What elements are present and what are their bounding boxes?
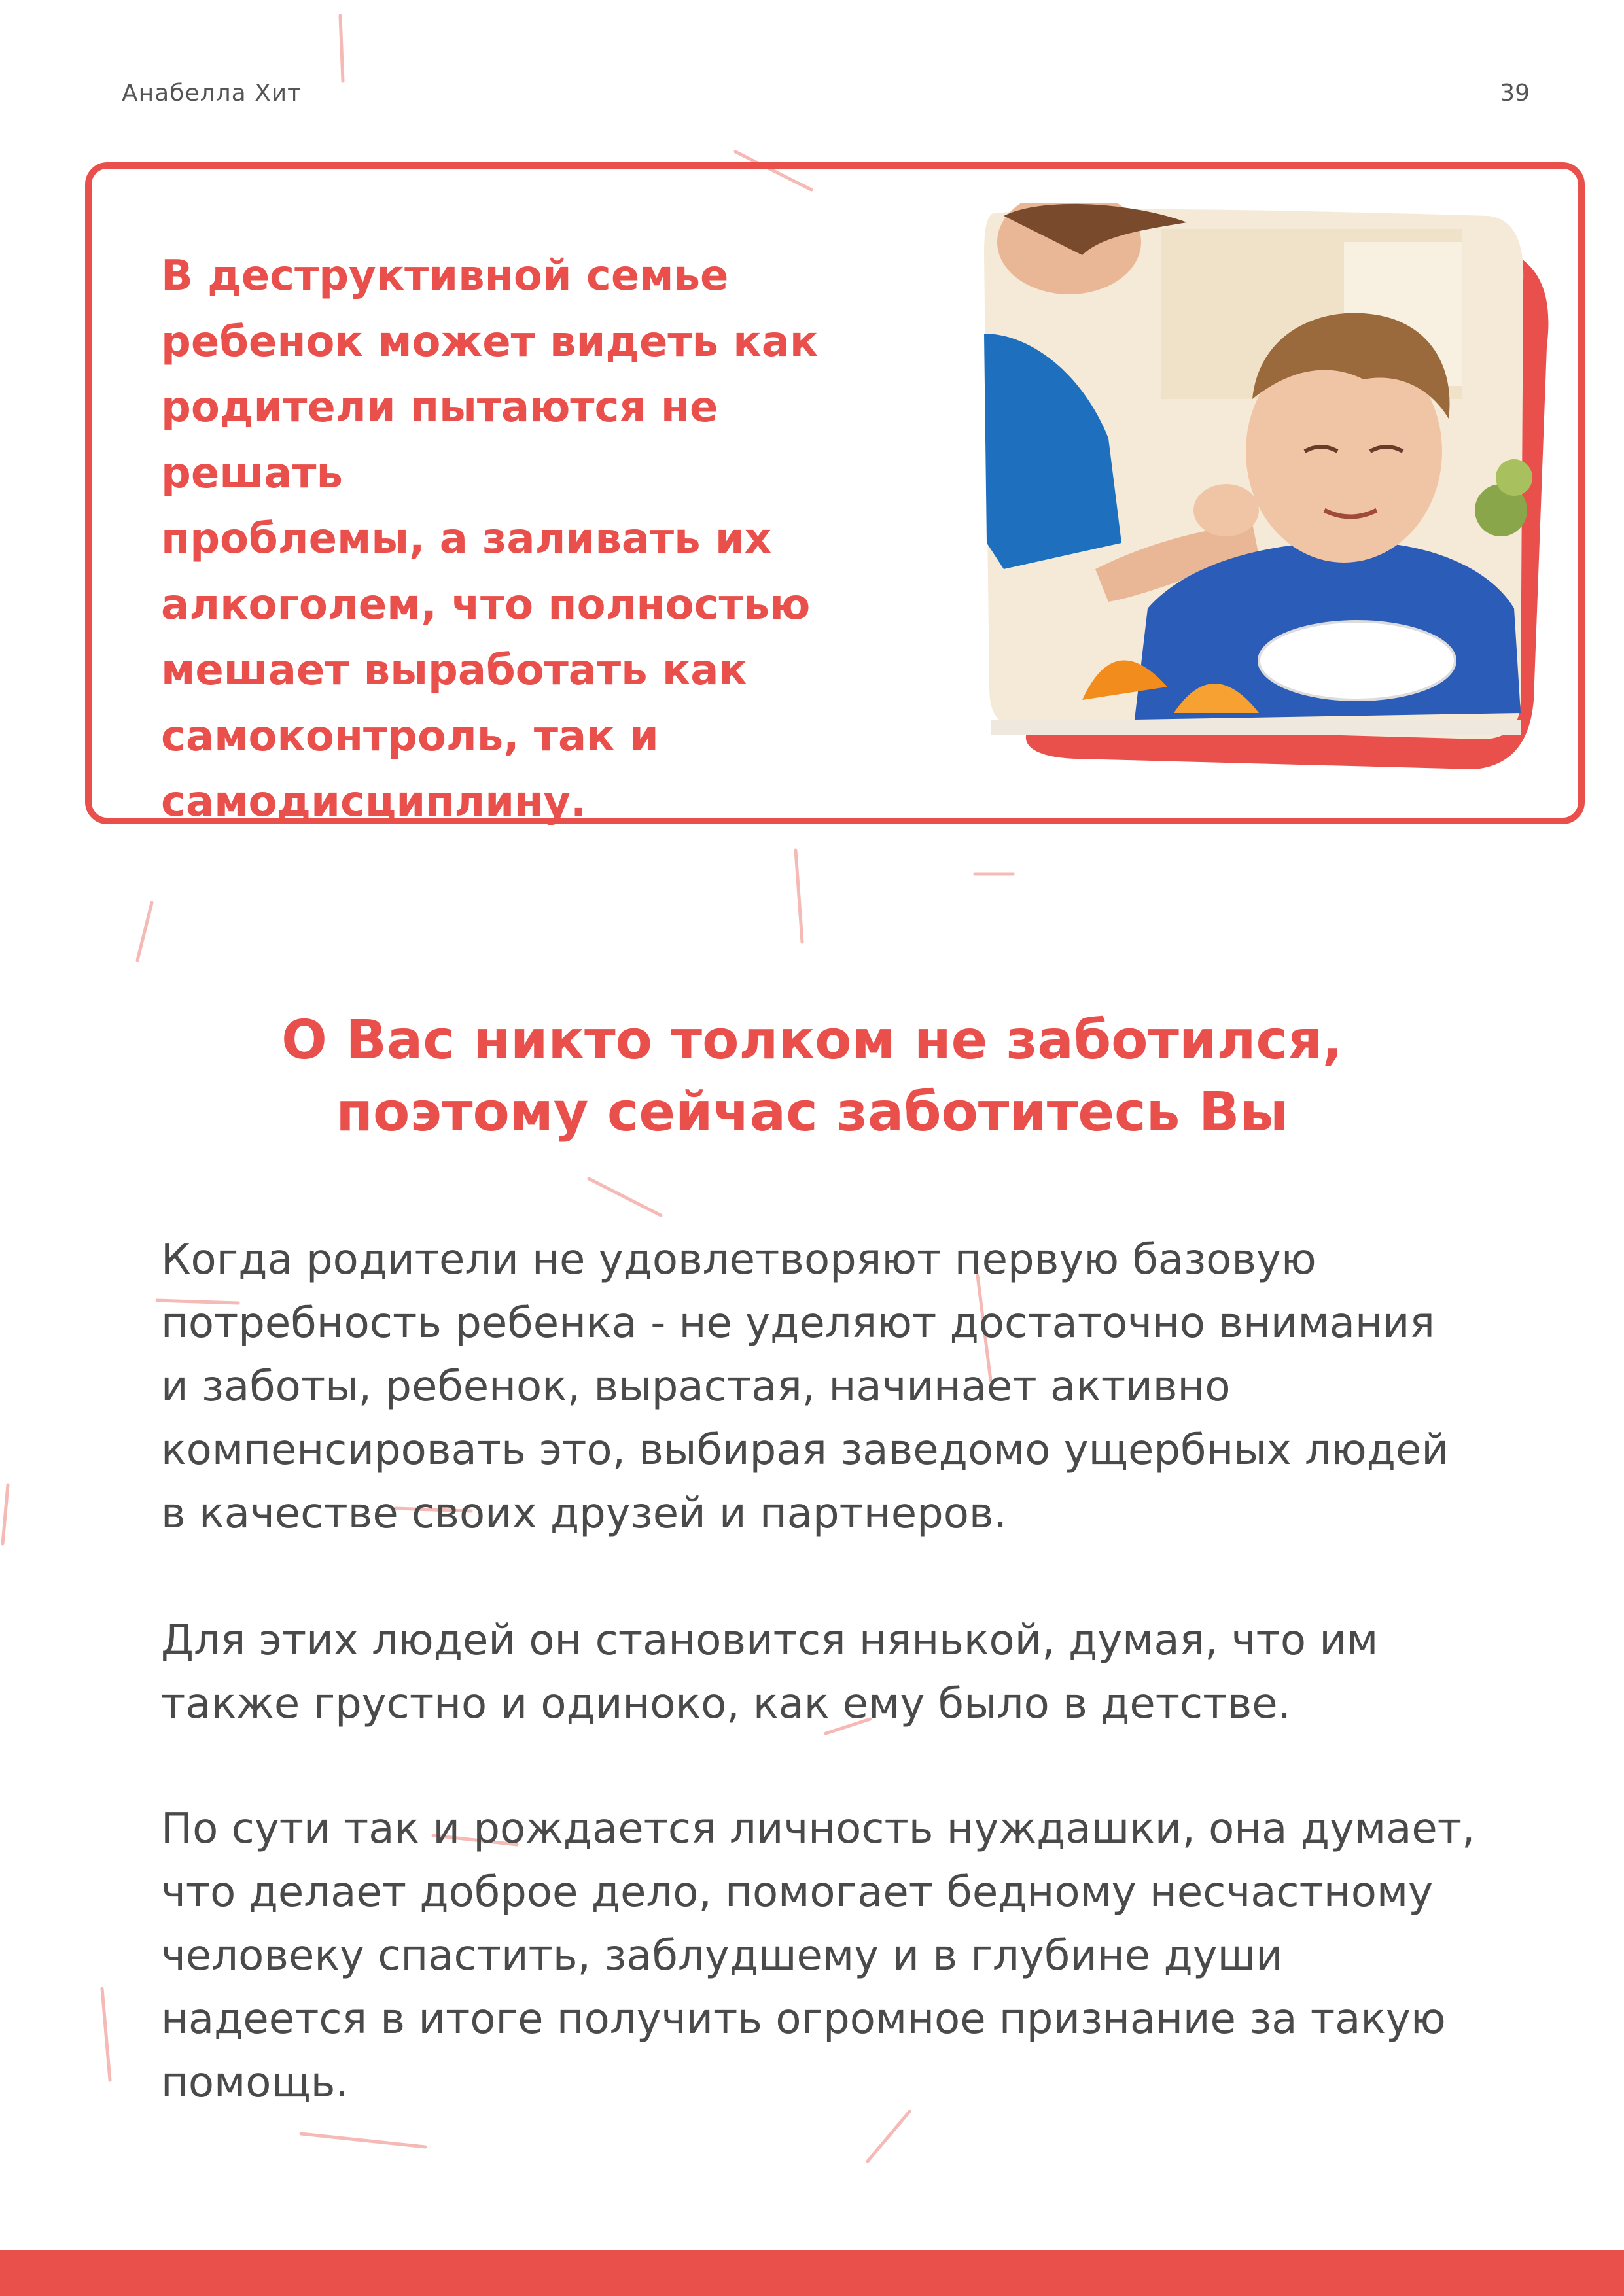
header-author: Анабелла Хит [122,80,302,107]
page-number: 39 [1500,80,1530,107]
paragraph-2 [161,1609,1535,1736]
paragraph-line: помощь. [161,2059,349,2107]
paragraph-line: потребность ребенка - не уделяют достаточно внимания [161,1299,1435,1348]
paragraph-line: что делает доброе дело, помогает бедному несчастному [161,1868,1434,1917]
callout-line: алкоголем, что полностью [161,580,811,629]
paragraph-line: надеется в итоге получить огромное признание за такую [161,1995,1446,2044]
footer-bar [0,2250,1624,2296]
paragraph-line: Когда родители не удовлетворяют первую базовую [161,1236,1316,1284]
paragraph-line: в качестве своих друзей и партнеров. [161,1489,1007,1538]
section-headline [0,1005,1624,1149]
callout-line: ребенок может видеть как [161,317,819,366]
callout-line: В деструктивной семье [161,252,729,300]
callout-line: проблемы, а заливать их [161,515,771,563]
callout-text [161,243,913,835]
paragraph-1 [161,1228,1535,1546]
paragraph-line: также грустно и одиноко, как ему было в детстве. [161,1680,1291,1728]
paragraph-line: Для этих людей он становится нянькой, думая, что им [161,1616,1379,1665]
callout-line: родители пытаются не решать [161,383,718,498]
paragraph-line: По сути так и рождается личность нуждашки, она думает, [161,1805,1475,1853]
paragraph-line: и заботы, ребенок, вырастая, начинает активно [161,1363,1231,1411]
callout-line: мешает выработать как [161,646,747,695]
paragraph-line: человеку спастить, заблудшему и в глубине души [161,1932,1283,1980]
callout-line: самоконтроль, так и [161,712,659,761]
mother-feeding-child-photo [978,203,1553,785]
paragraph-3 [161,1798,1535,2115]
headline-line-1: О Вас никто толком не заботился, [281,1009,1343,1071]
headline-line-2: поэтому сейчас заботитесь Вы [336,1081,1288,1143]
callout-line: самодисциплину. [161,778,587,826]
paragraph-line: компенсировать это, выбирая заведомо ущербных людей [161,1426,1449,1474]
